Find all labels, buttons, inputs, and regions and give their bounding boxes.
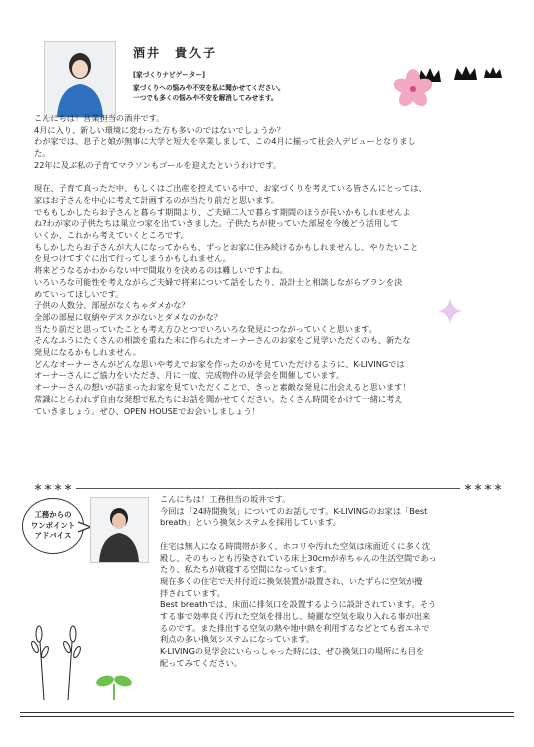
article-line: 常識にとらわれず自由な発想で私たちにお話を聞かせてください。たくさん時間をかけて一緒に考え	[34, 393, 403, 404]
article-line: いろいろな可能性を考えながらご夫婦で将来について話をしたり、設計士と相談しながらプランを決	[34, 276, 403, 287]
advice-line: るのです。また排出する空気の熱や地中熱を利用するなどとても省エネで	[160, 622, 430, 633]
article-line: オーナーさんの想いが詰まったお家を見ていただくことで、きっと素敵な発見に出会えると思います！	[34, 382, 411, 393]
separator-rule	[76, 488, 460, 489]
advice-line: 住宅は無人になる時間帯が多く、ホコリや汚れた空気は床面近くに多く沈	[160, 540, 431, 551]
article-line: 将来どうなるかわからない中で間取りを決めるのは難しいですよね。	[34, 265, 288, 276]
sprout-icon	[94, 670, 134, 700]
article-line: そんなふうにたくさんの相談を重ねた末に作られたオーナーさんのお家をご見学いただくのも、新たな	[34, 335, 411, 346]
wheat-icon	[30, 612, 82, 702]
advice-line: 利点の多い換気システムになっています。	[160, 634, 315, 645]
article-line: 発見になるかもしれません。	[34, 347, 141, 358]
intro-line: 家づくりへの悩みや不安を私に聞かせてください。	[133, 84, 285, 92]
article-line: 4月に入り、新しい環境に変わった方も多いのではないでしょうか？	[34, 124, 285, 135]
advice-line: たり、私たちが就寝する空間になっています。	[160, 564, 332, 575]
bubble-line: アドバイス	[34, 531, 72, 541]
sparkle-icon	[438, 297, 462, 325]
advice-line: 拌されています。	[160, 587, 225, 598]
advice-line: K-LIVINGの見学会にいらっしゃった時には、ぜひ換気口の場所にも目を	[160, 646, 425, 657]
article-line: 当たり前だと思っていたことも考え方ひとつでいろいろな発見につながっていくと思います。	[34, 323, 377, 334]
article-line: を見つけてすぐに出て行ってしまうかもしれません。	[34, 253, 231, 264]
article-line: もしかしたらお子さんが大人になってからも、ずっとお家に住み続けるかもしれませんし、やりたいこと	[34, 241, 419, 252]
bubble-line: 工務からの	[34, 510, 72, 520]
bottom-rule-inner	[20, 716, 514, 717]
intro-line: 一つでも多くの悩みや不安を解消してみせます。	[133, 94, 278, 102]
person-photo-icon	[45, 42, 115, 117]
article-line: 家はお子さんを中心に考えて計画するのが当たり前だと思います。	[34, 194, 279, 205]
advice-line: 配ってみてください。	[160, 657, 242, 668]
advice-line: こんにちは！工務担当の坂井です。	[160, 494, 291, 504]
article-line: めていってほしいです。	[34, 288, 124, 299]
advice-bubble	[22, 498, 84, 554]
advice-line: 今回は「24時間換気」についてのお話しです。K-LIVINGのお家は「Best	[160, 505, 428, 516]
article-line: ていきましょう。ぜひ、OPEN HOUSEでお会いしましょう！	[34, 405, 260, 416]
article-line: 現在、子育て真っただ中、もしくはご出産を控えている中で、お家づくりを考えている皆さんにとっては、	[34, 183, 427, 194]
person-photo-icon	[91, 498, 148, 562]
staff-name: 酒井 貴久子	[133, 46, 218, 60]
article-line: オーナーさんにご協力をいただき、月に一度、完成物件の見学会を開催しています。	[34, 370, 345, 381]
advice-line: Best breathでは、床面に排気口を設置するように設計されています。そう	[160, 599, 437, 610]
article-line: た。	[34, 148, 51, 159]
article-line: でももしかしたらお子さんと暮らす期間より、ご夫婦二人で暮らす期間のほうが長いかもしれませんよ	[34, 206, 411, 217]
advice-line: 殿し、そのもっとも汚染されている床上30cmが赤ちゃんの生活空間であっ	[160, 552, 437, 563]
advice-line: する事で効率良く汚れた空気を排出し、綺麗な空気を取り入れる事が出来	[160, 611, 431, 622]
advice-line: breath」という換気システムを採用しています。	[160, 517, 341, 528]
profile-photo-sakai	[44, 41, 116, 118]
separator-left: ＊＊＊＊	[34, 483, 74, 492]
article-line: 子供の人数分、部屋がなくちゃダメかな？	[34, 300, 190, 311]
advice-body	[160, 494, 437, 670]
separator-right: ＊＊＊＊	[464, 483, 504, 492]
article-line: いくか、これから考えていくところです。	[34, 230, 189, 241]
staff-intro	[133, 83, 285, 103]
profile-photo-sakai-koumu	[90, 497, 149, 563]
article-line: こんにちは！営業担当の酒井です。	[34, 113, 165, 123]
article-line: ね?わが家の子供たちは巣立つ家を出ていきました。子供たちが使っていた部屋を今後どう活用して	[34, 218, 399, 229]
article-body	[34, 113, 427, 417]
advice-line: 現在多くの住宅で天井付近に換気装置が設置され、いたずらに空気が攪	[160, 575, 423, 586]
bubble-line: ワンポイント	[30, 520, 76, 530]
bottom-rule	[20, 712, 514, 713]
flower-icon	[392, 68, 434, 110]
advice-line	[160, 529, 437, 541]
article-line: わが家では、息子と娘が無事に大学と短大を卒業しまして、この4月に揃って社会人デビューとなりまし	[34, 136, 416, 147]
article-line: どんなオーナーさんがどんな思いや考えでお家を作ったのかを見ていただけるように、K-LIVINGでは	[34, 358, 405, 369]
article-line: 22年に及ぶ私の子育てマラソンもゴールを迎えたというわけです。	[34, 159, 282, 170]
article-line	[34, 172, 427, 184]
article-line: 全部の部屋に収納やデスクがないとダメなのかな？	[34, 311, 222, 322]
staff-role: [家づくりナビゲーター]	[133, 71, 205, 79]
